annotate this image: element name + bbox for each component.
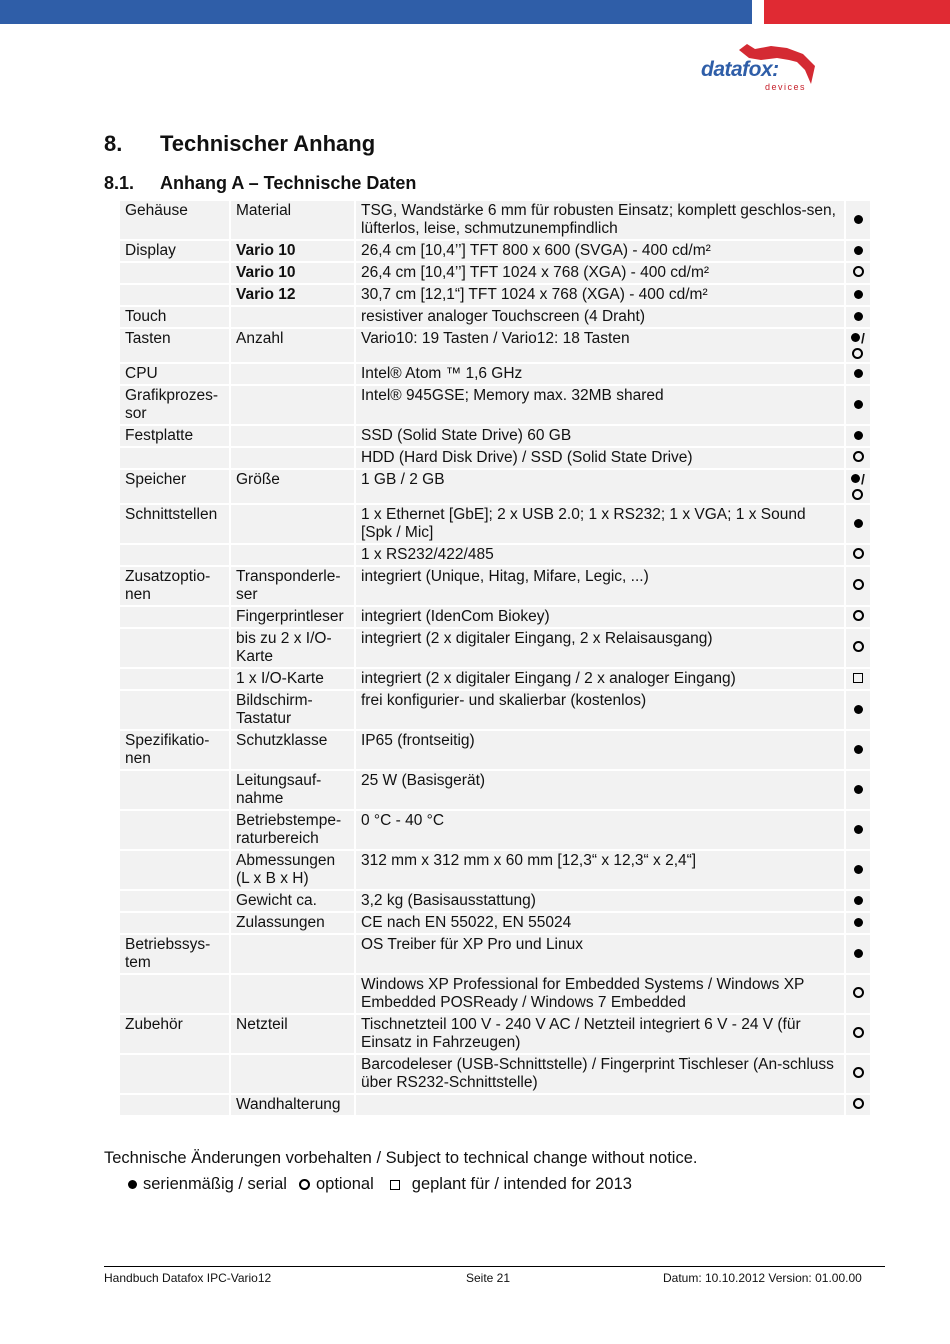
category-cell xyxy=(120,607,229,627)
subsection-title: Anhang A – Technische Daten xyxy=(160,173,417,193)
filled-circle-icon xyxy=(854,369,863,378)
description-cell: OS Treiber für XP Pro und Linux xyxy=(356,935,844,973)
open-circle-icon xyxy=(853,451,864,462)
availability-cell xyxy=(846,241,870,261)
feature-cell xyxy=(231,364,354,384)
description-cell: 26,4 cm [10,4’’] TFT 1024 x 768 (XGA) - 400 cd/m² xyxy=(356,263,844,283)
availability-cell xyxy=(846,567,870,605)
feature-cell: Schutzklasse xyxy=(231,731,354,769)
availability-cell xyxy=(846,285,870,305)
feature-cell xyxy=(231,975,354,1013)
filled-circle-icon xyxy=(854,949,863,958)
feature-cell: Fingerprintleser xyxy=(231,607,354,627)
availability-cell xyxy=(846,669,870,689)
table-row xyxy=(120,545,870,565)
description-cell: 25 W (Basisgerät) xyxy=(356,771,844,809)
table-row xyxy=(120,263,870,283)
section-heading xyxy=(104,131,375,157)
category-cell xyxy=(120,669,229,689)
category-cell: Gehäuse xyxy=(120,201,229,239)
availability-cell xyxy=(846,691,870,729)
description-cell: Windows XP Professional for Embedded Systems / Windows XP Embedded POSReady / Windows 7 Embedded xyxy=(356,975,844,1013)
footer-date-version: Datum: 10.10.2012 Version: 01.00.00 xyxy=(663,1271,862,1285)
availability-cell xyxy=(846,448,870,468)
table-row xyxy=(120,329,870,362)
category-cell xyxy=(120,1055,229,1093)
description-cell: TSG, Wandstärke 6 mm für robusten Einsatz; komplett geschlos-sen, lüfterlos, leise, schmutzunempfindlich xyxy=(356,201,844,239)
table-row xyxy=(120,771,870,809)
category-cell: Zusatzoptio-nen xyxy=(120,567,229,605)
description-cell: integriert (2 x digitaler Eingang, 2 x Relaisausgang) xyxy=(356,629,844,667)
availability-cell xyxy=(846,975,870,1013)
category-cell: Grafikprozes-sor xyxy=(120,386,229,424)
legend-optional xyxy=(299,1175,374,1194)
description-cell: 1 GB / 2 GB xyxy=(356,470,844,503)
slash-separator: / xyxy=(861,470,865,487)
feature-cell: Anzahl xyxy=(231,329,354,362)
description-cell: 3,2 kg (Basisausstattung) xyxy=(356,891,844,911)
filled-circle-icon xyxy=(854,918,863,927)
open-circle-icon xyxy=(853,610,864,621)
legend-planned-label: geplant für / intended for 2013 xyxy=(411,1175,632,1193)
category-cell xyxy=(120,263,229,283)
change-notice: Technische Änderungen vorbehalten / Subject to technical change without notice. xyxy=(104,1149,698,1167)
table-row xyxy=(120,629,870,667)
filled-circle-icon xyxy=(854,785,863,794)
filled-circle-icon xyxy=(854,865,863,874)
feature-cell: Gewicht ca. xyxy=(231,891,354,911)
open-circle-icon xyxy=(853,987,864,998)
availability-cell xyxy=(846,386,870,424)
footer-document: Handbuch Datafox IPC-Vario12 xyxy=(104,1271,272,1285)
header-bar-red xyxy=(764,0,950,24)
category-cell xyxy=(120,811,229,849)
legend-serial-label: serienmäßig / serial xyxy=(143,1175,287,1193)
availability-cell xyxy=(846,364,870,384)
feature-cell: Wandhalterung xyxy=(231,1095,354,1115)
feature-cell xyxy=(231,1055,354,1093)
table-row xyxy=(120,1095,870,1115)
feature-cell: Bildschirm-Tastatur xyxy=(231,691,354,729)
category-cell: Festplatte xyxy=(120,426,229,446)
availability-cell xyxy=(846,545,870,565)
description-cell: integriert (2 x digitaler Eingang / 2 x analoger Eingang) xyxy=(356,669,844,689)
open-circle-icon xyxy=(852,348,863,359)
feature-cell xyxy=(231,935,354,973)
datafox-logo xyxy=(695,40,825,96)
feature-cell: Leitungsauf-nahme xyxy=(231,771,354,809)
filled-circle-icon xyxy=(851,474,860,483)
open-circle-icon xyxy=(853,266,864,277)
table-row xyxy=(120,913,870,933)
filled-circle-icon xyxy=(128,1180,137,1189)
square-icon xyxy=(390,1180,400,1190)
legend-optional-label: optional xyxy=(315,1175,374,1193)
filled-circle-icon xyxy=(854,745,863,754)
feature-cell: Netzteil xyxy=(231,1015,354,1053)
table-row xyxy=(120,201,870,239)
spec-table xyxy=(118,199,872,1117)
availability-cell xyxy=(846,329,870,362)
description-cell: 30,7 cm [12,1“] TFT 1024 x 768 (XGA) - 400 cd/m² xyxy=(356,285,844,305)
category-cell: CPU xyxy=(120,364,229,384)
availability-cell xyxy=(846,1095,870,1115)
legend xyxy=(128,1175,632,1194)
description-cell: frei konfigurier- und skalierbar (kostenlos) xyxy=(356,691,844,729)
availability-cell xyxy=(846,470,870,503)
feature-cell xyxy=(231,386,354,424)
feature-cell: Vario 10 xyxy=(231,263,354,283)
description-cell: SSD (Solid State Drive) 60 GB xyxy=(356,426,844,446)
category-cell xyxy=(120,545,229,565)
table-row xyxy=(120,891,870,911)
description-cell: 1 x RS232/422/485 xyxy=(356,545,844,565)
availability-cell xyxy=(846,731,870,769)
open-circle-icon xyxy=(853,1098,864,1109)
table-row xyxy=(120,607,870,627)
feature-cell: bis zu 2 x I/O-Karte xyxy=(231,629,354,667)
availability-cell xyxy=(846,771,870,809)
category-cell: Schnittstellen xyxy=(120,505,229,543)
category-cell: Speicher xyxy=(120,470,229,503)
description-cell: Tischnetzteil 100 V - 240 V AC / Netzteil integriert 6 V - 24 V (für Einsatz in Fahrzeugen) xyxy=(356,1015,844,1053)
category-cell xyxy=(120,891,229,911)
feature-cell: Abmessungen (L x B x H) xyxy=(231,851,354,889)
availability-cell xyxy=(846,201,870,239)
feature-cell xyxy=(231,448,354,468)
table-row xyxy=(120,364,870,384)
open-circle-icon xyxy=(853,548,864,559)
table-row xyxy=(120,285,870,305)
description-cell: resistiver analoger Touchscreen (4 Draht) xyxy=(356,307,844,327)
availability-cell xyxy=(846,629,870,667)
category-cell xyxy=(120,448,229,468)
feature-cell xyxy=(231,545,354,565)
availability-cell xyxy=(846,505,870,543)
slash-separator: / xyxy=(861,329,865,346)
filled-circle-icon xyxy=(851,333,860,342)
table-row xyxy=(120,1015,870,1053)
filled-circle-icon xyxy=(854,705,863,714)
feature-cell: Zulassungen xyxy=(231,913,354,933)
subsection-heading xyxy=(104,173,416,194)
filled-circle-icon xyxy=(854,246,863,255)
description-cell: Barcodeleser (USB-Schnittstelle) / Fingerprint Tischleser (An-schluss über RS232-Schnittstelle) xyxy=(356,1055,844,1093)
category-cell: Zubehör xyxy=(120,1015,229,1053)
availability-cell xyxy=(846,426,870,446)
table-row xyxy=(120,386,870,424)
feature-cell xyxy=(231,307,354,327)
description-cell: integriert (Unique, Hitag, Mifare, Legic, ...) xyxy=(356,567,844,605)
legend-serial xyxy=(128,1175,287,1194)
description-cell: Intel® Atom ™ 1,6 GHz xyxy=(356,364,844,384)
table-row xyxy=(120,567,870,605)
category-cell xyxy=(120,285,229,305)
category-cell xyxy=(120,1095,229,1115)
feature-cell: 1 x I/O-Karte xyxy=(231,669,354,689)
feature-cell: Material xyxy=(231,201,354,239)
filled-circle-icon xyxy=(854,896,863,905)
description-cell: Intel® 945GSE; Memory max. 32MB shared xyxy=(356,386,844,424)
table-row xyxy=(120,307,870,327)
feature-cell: Transponderle-ser xyxy=(231,567,354,605)
table-row xyxy=(120,811,870,849)
category-cell xyxy=(120,771,229,809)
category-cell: Spezifikatio-nen xyxy=(120,731,229,769)
logo-brand: datafox: xyxy=(701,58,779,81)
section-title: Technischer Anhang xyxy=(160,131,376,156)
availability-cell xyxy=(846,891,870,911)
category-cell xyxy=(120,691,229,729)
availability-cell xyxy=(846,263,870,283)
open-circle-icon xyxy=(299,1179,310,1190)
open-circle-icon xyxy=(852,489,863,500)
filled-circle-icon xyxy=(854,290,863,299)
description-cell: Vario10: 19 Tasten / Vario12: 18 Tasten xyxy=(356,329,844,362)
open-circle-icon xyxy=(853,1067,864,1078)
filled-circle-icon xyxy=(854,825,863,834)
availability-cell xyxy=(846,607,870,627)
feature-cell: Betriebstempe-raturbereich xyxy=(231,811,354,849)
availability-cell xyxy=(846,307,870,327)
table-row xyxy=(120,1055,870,1093)
availability-cell xyxy=(846,811,870,849)
header-bar-blue xyxy=(0,0,752,24)
open-circle-icon xyxy=(853,579,864,590)
table-row xyxy=(120,851,870,889)
description-cell: 26,4 cm [10,4’’] TFT 800 x 600 (SVGA) - 400 cd/m² xyxy=(356,241,844,261)
subsection-number: 8.1. xyxy=(104,173,135,193)
logo-subtitle: devices xyxy=(765,82,807,92)
filled-circle-icon xyxy=(854,312,863,321)
availability-cell xyxy=(846,1015,870,1053)
category-cell: Display xyxy=(120,241,229,261)
description-cell: integriert (IdenCom Biokey) xyxy=(356,607,844,627)
category-cell: Tasten xyxy=(120,329,229,362)
description-cell: HDD (Hard Disk Drive) / SSD (Solid State Drive) xyxy=(356,448,844,468)
availability-cell xyxy=(846,935,870,973)
availability-cell xyxy=(846,851,870,889)
table-row xyxy=(120,470,870,503)
table-row xyxy=(120,448,870,468)
feature-cell xyxy=(231,426,354,446)
filled-circle-icon xyxy=(854,431,863,440)
feature-cell xyxy=(231,505,354,543)
category-cell xyxy=(120,975,229,1013)
filled-circle-icon xyxy=(854,400,863,409)
description-cell: 0 °C - 40 °C xyxy=(356,811,844,849)
description-cell: IP65 (frontseitig) xyxy=(356,731,844,769)
table-row xyxy=(120,669,870,689)
square-icon xyxy=(853,673,863,683)
table-row xyxy=(120,935,870,973)
category-cell xyxy=(120,913,229,933)
filled-circle-icon xyxy=(854,215,863,224)
description-cell: 312 mm x 312 mm x 60 mm [12,3“ x 12,3“ x 2,4“] xyxy=(356,851,844,889)
open-circle-icon xyxy=(853,641,864,652)
feature-cell: Größe xyxy=(231,470,354,503)
feature-cell: Vario 10 xyxy=(231,241,354,261)
footer-divider xyxy=(104,1266,885,1267)
availability-cell xyxy=(846,913,870,933)
category-cell: Betriebssys-tem xyxy=(120,935,229,973)
availability-cell xyxy=(846,1055,870,1093)
category-cell: Touch xyxy=(120,307,229,327)
filled-circle-icon xyxy=(854,519,863,528)
table-row xyxy=(120,505,870,543)
description-cell xyxy=(356,1095,844,1115)
section-number: 8. xyxy=(104,131,123,156)
open-circle-icon xyxy=(853,1027,864,1038)
table-row xyxy=(120,691,870,729)
category-cell xyxy=(120,629,229,667)
description-cell: 1 x Ethernet [GbE]; 2 x USB 2.0; 1 x RS232; 1 x VGA; 1 x Sound [Spk / Mic] xyxy=(356,505,844,543)
table-row xyxy=(120,731,870,769)
category-cell xyxy=(120,851,229,889)
footer-page: Seite 21 xyxy=(466,1271,511,1285)
table-row xyxy=(120,241,870,261)
table-row xyxy=(120,426,870,446)
legend-planned xyxy=(390,1175,632,1194)
table-row xyxy=(120,975,870,1013)
description-cell: CE nach EN 55022, EN 55024 xyxy=(356,913,844,933)
feature-cell: Vario 12 xyxy=(231,285,354,305)
